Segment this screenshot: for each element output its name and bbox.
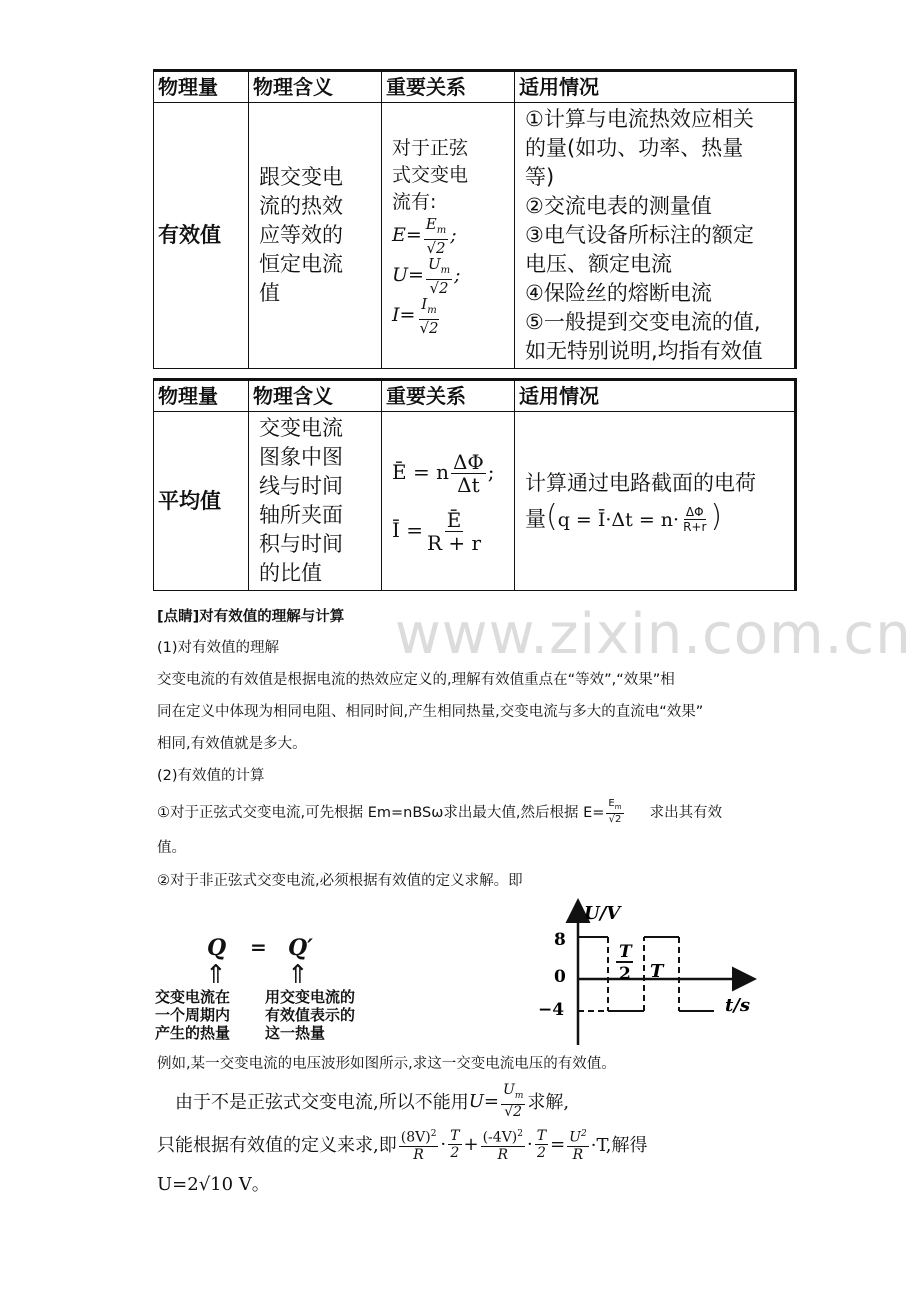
q-prime-symbol: Q′ [288,935,313,961]
example-statement: 例如,某一交变电流的电压波形如图所示,求这一交变电流电压的有效值。 [157,1056,616,1072]
usage-cell [515,103,796,369]
usage-line: 量(q = Ī·Δt = n· $\frac{\Delta\Phi}{R+r}$ ) [525,498,723,534]
meaning-line: 的比值 [259,561,322,585]
tick-high: 8 [554,930,566,950]
usage-line: ④保险丝的熔断电流 [525,281,712,305]
formula-avg-i: Ī = $\frac{Ē}{R + r}$ [392,508,482,555]
item-nonsinusoidal: ②对于非正弦式交变电流,必须根据有效值的定义求解。即 [157,873,523,889]
example-result: U=2√10 V。 [157,1174,270,1195]
formula-u: U= $\frac{U_m}{√2}$ ; [392,255,461,297]
meaning-cell [249,412,382,591]
usage-line: 等) [525,165,555,189]
relation-line: 式交变电 [392,164,469,186]
paragraph-line: 同在定义中体现为相同电阻、相同时间,产生相同热量,交变电流与多大的直流电“效果” [157,704,704,720]
relation-line: 对于正弦 [392,137,469,159]
tick-zero: 0 [554,967,566,987]
meaning-line: 线与时间 [259,474,343,498]
paragraph-line: 交变电流的有效值是根据电流的热效应定义的,理解有效值重点在“等效”,“效果”相 [157,672,675,688]
meaning-line: 值 [259,281,280,305]
quantity-cell: 有效值 [154,103,249,369]
y-axis-label: U/V [584,903,621,924]
voltage-waveform-graph [530,895,780,1055]
usage-line: ②交流电表的测量值 [525,194,712,218]
quantity-cell: 平均值 [154,412,249,591]
relation-cell [382,412,515,591]
relation-line: 流有: [392,191,437,213]
formula-i: I= $\frac{I_m}{√2}$ [392,295,439,337]
meaning-line: 跟交变电 [259,165,343,189]
t-full-label: T [650,961,664,982]
right-label: 用交变电流的 有效值表示的 这一热量 [265,988,356,1042]
usage-cell [515,412,796,591]
usage-line: ③电气设备所标注的额定 [525,223,754,247]
section-title: [点睛]对有效值的理解与计算 [157,609,345,625]
header-relation: 重要关系 [382,380,515,412]
meaning-line: 图象中图 [259,445,343,469]
meaning-line: 恒定电流 [259,252,343,276]
meaning-line: 应等效的 [259,223,343,247]
meaning-line: 积与时间 [259,532,343,556]
usage-line: 电压、额定电流 [525,252,672,276]
relation-cell [382,103,515,369]
header-quantity: 物理量 [154,380,249,412]
usage-line: 计算通过电路截面的电荷 [525,470,756,495]
header-usage: 适用情况 [515,380,796,412]
effective-value-table [153,69,797,369]
item-sinusoidal-cont: 值。 [157,840,186,856]
t-half-den: 2 [619,964,631,984]
t-half-num: T [619,942,632,962]
example-line1: 由于不是正弦式交变电流,所以不能用 U= $\frac{U_m}{√2}$ 求解, [175,1082,570,1120]
usage-line: ⑤一般提到交变电流的值, [525,310,761,334]
subheading-understanding: (1)对有效值的理解 [157,640,280,656]
meaning-line: 流的热效 [259,194,343,218]
meaning-line: 轴所夹面 [259,503,343,527]
meaning-line: 交变电流 [259,416,343,440]
header-usage: 适用情况 [515,71,796,103]
tick-low: −4 [538,1000,565,1020]
header-relation: 重要关系 [382,71,515,103]
usage-line: ①计算与电流热效应相关 [525,107,754,131]
up-arrow-icon: ⇑ [205,960,227,990]
left-label: 交变电流在 一个周期内 产生的热量 [155,988,231,1042]
example-line2: 只能根据有效值的定义来求,即 $\frac{(8V)^2}{R}$ · $\frac{T}{2}$ + $\frac{(-4V)^2}{R}$ · $\frac{T}{2}$ = $\frac{U^2}{R}$ ·T,解得 [157,1127,648,1163]
meaning-cell [249,103,382,369]
item-sinusoidal: ①对于正弦式交变电流,可先根据 Em=nBSω求出最大值,然后根据 E= $\frac{E_m}{√2}$ 求出其有效 [157,798,723,825]
subheading-calculation: (2)有效值的计算 [157,768,265,784]
usage-line: 如无特别说明,均指有效值 [525,339,763,363]
usage-line: 的量(如功、功率、热量 [525,136,744,160]
equals-sign: = [250,935,267,959]
formula-avg-e: Ē = n $\frac{\Delta\Phi}{\Delta t}$ ; [392,450,495,497]
x-axis-label: t/s [725,995,751,1016]
formula-e: E= $\frac{E_m}{√2}$ ; [392,215,457,257]
q-symbol: Q [207,935,227,961]
header-meaning: 物理含义 [249,71,382,103]
watermark: www.zixin.com.cn [395,602,912,667]
header-meaning: 物理含义 [249,380,382,412]
up-arrow-icon: ⇑ [287,960,309,990]
header-quantity: 物理量 [154,71,249,103]
average-value-table [153,378,797,591]
paragraph-line: 相同,有效值就是多大。 [157,736,307,752]
